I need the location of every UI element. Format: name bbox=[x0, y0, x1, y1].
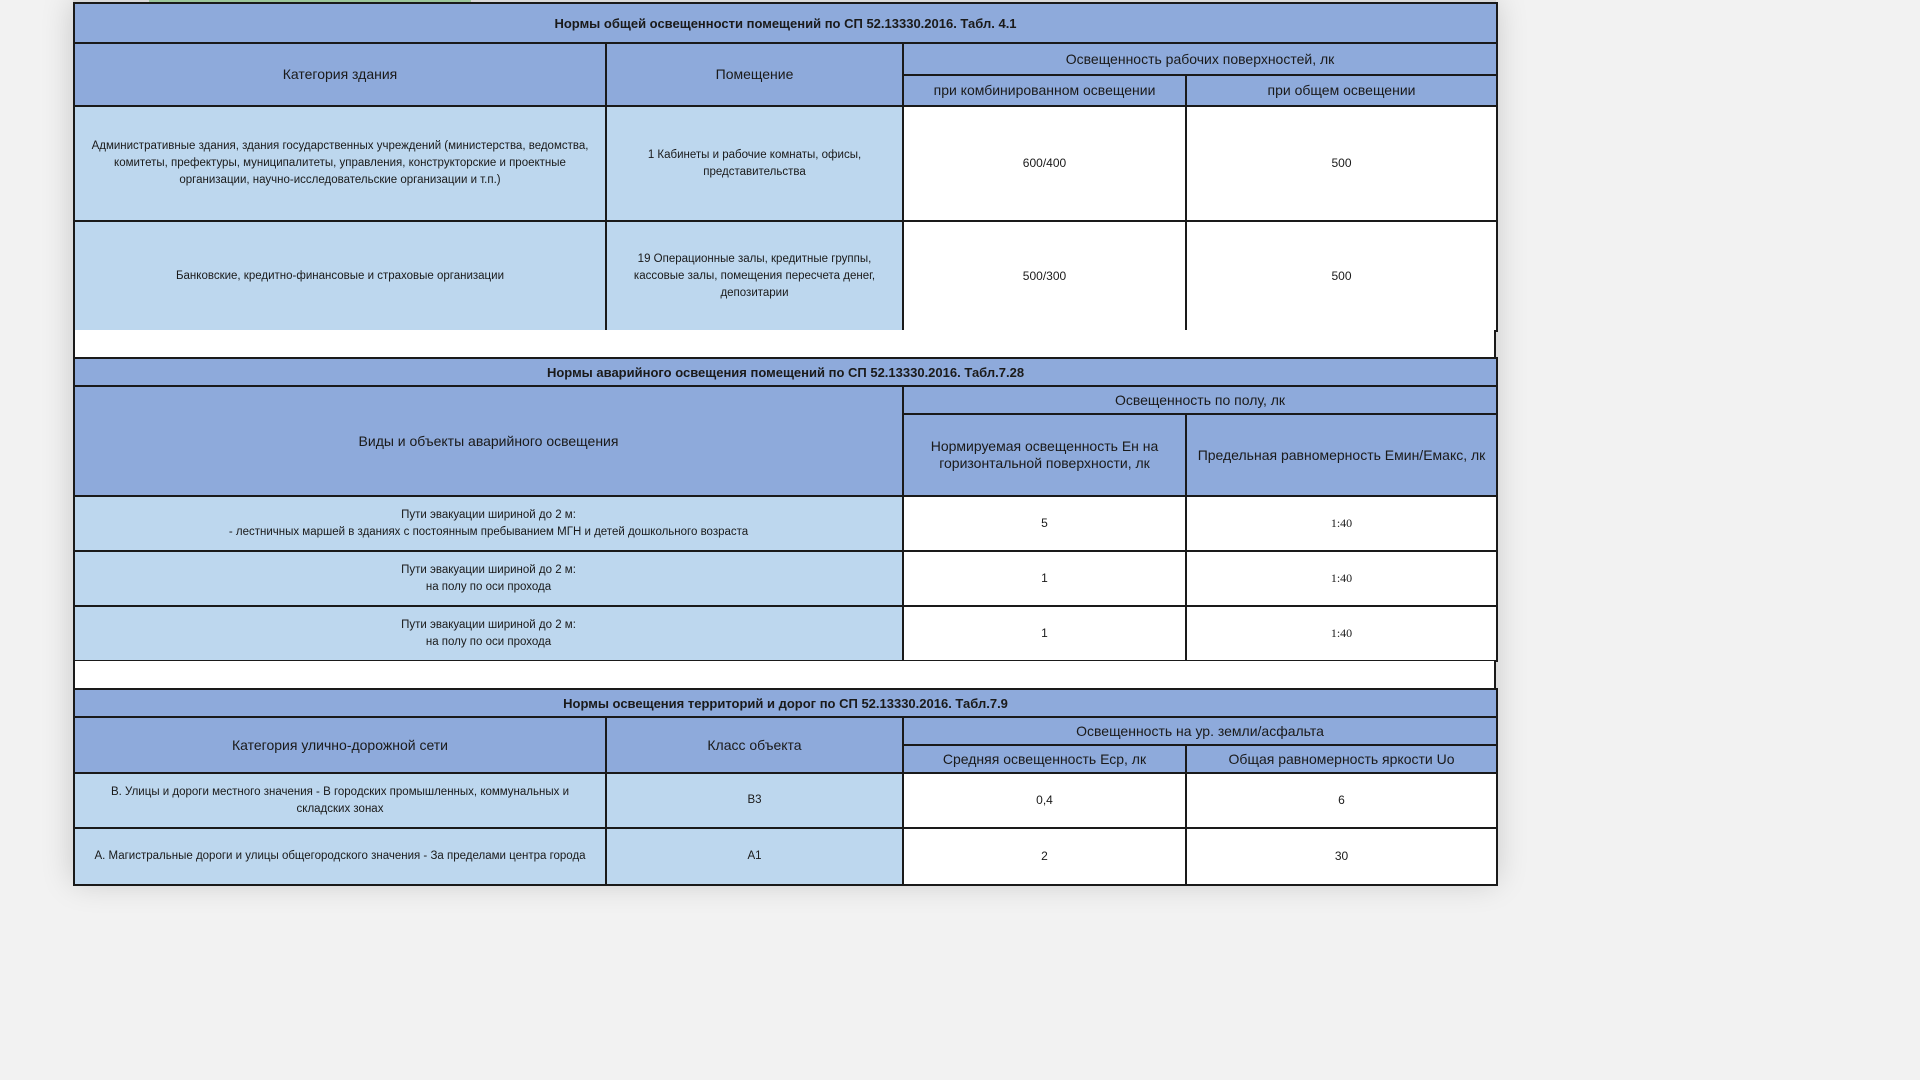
header-kind[interactable]: Виды и объекты аварийного освещения bbox=[74, 386, 903, 496]
header-average[interactable]: Средняя освещенность Еср, лк bbox=[903, 745, 1186, 773]
cell-general[interactable]: 500 bbox=[1186, 106, 1497, 221]
header-illuminance-group[interactable]: Освещенность рабочих поверхностей, лк bbox=[903, 43, 1497, 75]
table-title[interactable]: Нормы освещения территорий и дорог по СП 52.13330.2016. Табл.7.9 bbox=[74, 689, 1497, 717]
cell-road-category[interactable]: В. Улицы и дороги местного значения - В городских промышленных, коммунальных и складских зонах bbox=[74, 773, 606, 828]
table-row bbox=[74, 773, 1497, 828]
empty-row[interactable] bbox=[73, 330, 1496, 357]
cell-category[interactable]: Административные здания, здания государственных учреждений (министерства, ведомства, комитеты, префектуры, муниципалитеты, управления, конструкторские и проектные организации, научно-исследовательские организации и т.п.) bbox=[74, 106, 606, 221]
cell-kind-line2: - лестничных маршей в зданиях с постоянным пребыванием МГН и детей дошкольного возраста bbox=[228, 525, 749, 538]
header-floor-illuminance-group[interactable]: Освещенность по полу, лк bbox=[903, 386, 1497, 414]
cell-room[interactable]: 19 Операционные залы, кредитные группы, кассовые залы, помещения пересчета денег, депозитарии bbox=[606, 221, 903, 331]
header-norm[interactable]: Нормируемая освещенность Ен на горизонтальной поверхности, лк bbox=[903, 414, 1186, 496]
cell-room[interactable]: 1 Кабинеты и рабочие комнаты, офисы, представительства bbox=[606, 106, 903, 221]
table-row bbox=[74, 106, 1497, 221]
cell-uniformity[interactable]: 1:40 bbox=[1186, 496, 1497, 551]
cell-road-category[interactable]: А. Магистральные дороги и улицы общегородского значения - За пределами центра города bbox=[74, 828, 606, 885]
cell-uniformity[interactable]: 30 bbox=[1186, 828, 1497, 885]
cell-category[interactable]: Банковские, кредитно-финансовые и страховые организации bbox=[74, 221, 606, 331]
cell-norm[interactable]: 1 bbox=[903, 551, 1186, 606]
header-road-category[interactable]: Категория улично-дорожной сети bbox=[74, 717, 606, 773]
cell-combined[interactable]: 500/300 bbox=[903, 221, 1186, 331]
header-object-class[interactable]: Класс объекта bbox=[606, 717, 903, 773]
cell-general[interactable]: 500 bbox=[1186, 221, 1497, 331]
cell-kind-line1: Пути эвакуации шириной до 2 м: bbox=[401, 563, 576, 576]
cell-kind[interactable] bbox=[74, 606, 903, 661]
header-uniformity[interactable]: Предельная равномерность Емин/Емакс, лк bbox=[1186, 414, 1497, 496]
table-row bbox=[74, 221, 1497, 331]
cell-norm[interactable]: 5 bbox=[903, 496, 1186, 551]
header-uniformity[interactable]: Общая равномерность яркости Uo bbox=[1186, 745, 1497, 773]
cell-object-class[interactable]: В3 bbox=[606, 773, 903, 828]
cell-kind-line2: на полу по оси прохода bbox=[425, 635, 552, 648]
header-combined[interactable]: при комбинированном освещении bbox=[903, 75, 1186, 106]
cell-uniformity[interactable]: 1:40 bbox=[1186, 551, 1497, 606]
table-title[interactable]: Нормы аварийного освещения помещений по СП 52.13330.2016. Табл.7.28 bbox=[74, 358, 1497, 386]
spreadsheet-sheet bbox=[73, 0, 1496, 882]
header-ground-illuminance-group[interactable]: Освещенность на ур. земли/асфальта bbox=[903, 717, 1497, 745]
header-general[interactable]: при общем освещении bbox=[1186, 75, 1497, 106]
cell-kind[interactable] bbox=[74, 496, 903, 551]
territory-lighting-table bbox=[73, 688, 1498, 886]
empty-row[interactable] bbox=[73, 661, 1496, 688]
cell-object-class[interactable]: А1 bbox=[606, 828, 903, 885]
cell-kind-line1: Пути эвакуации шириной до 2 м: bbox=[401, 618, 576, 631]
cell-kind-line1: Пути эвакуации шириной до 2 м: bbox=[401, 508, 576, 521]
cell-norm[interactable]: 1 bbox=[903, 606, 1186, 661]
cell-uniformity[interactable]: 6 bbox=[1186, 773, 1497, 828]
header-room[interactable]: Помещение bbox=[606, 43, 903, 106]
cell-average[interactable]: 0,4 bbox=[903, 773, 1186, 828]
table-title[interactable]: Нормы общей освещенности помещений по СП 52.13330.2016. Табл. 4.1 bbox=[74, 3, 1497, 43]
general-lighting-table bbox=[73, 2, 1498, 332]
emergency-lighting-table bbox=[73, 357, 1498, 662]
table-row bbox=[74, 828, 1497, 885]
header-category[interactable]: Категория здания bbox=[74, 43, 606, 106]
cell-average[interactable]: 2 bbox=[903, 828, 1186, 885]
cell-combined[interactable]: 600/400 bbox=[903, 106, 1186, 221]
cell-kind[interactable] bbox=[74, 551, 903, 606]
table-row bbox=[74, 496, 1497, 551]
table-row bbox=[74, 606, 1497, 661]
cell-uniformity[interactable]: 1:40 bbox=[1186, 606, 1497, 661]
table-row bbox=[74, 551, 1497, 606]
cell-kind-line2: на полу по оси прохода bbox=[425, 580, 552, 593]
